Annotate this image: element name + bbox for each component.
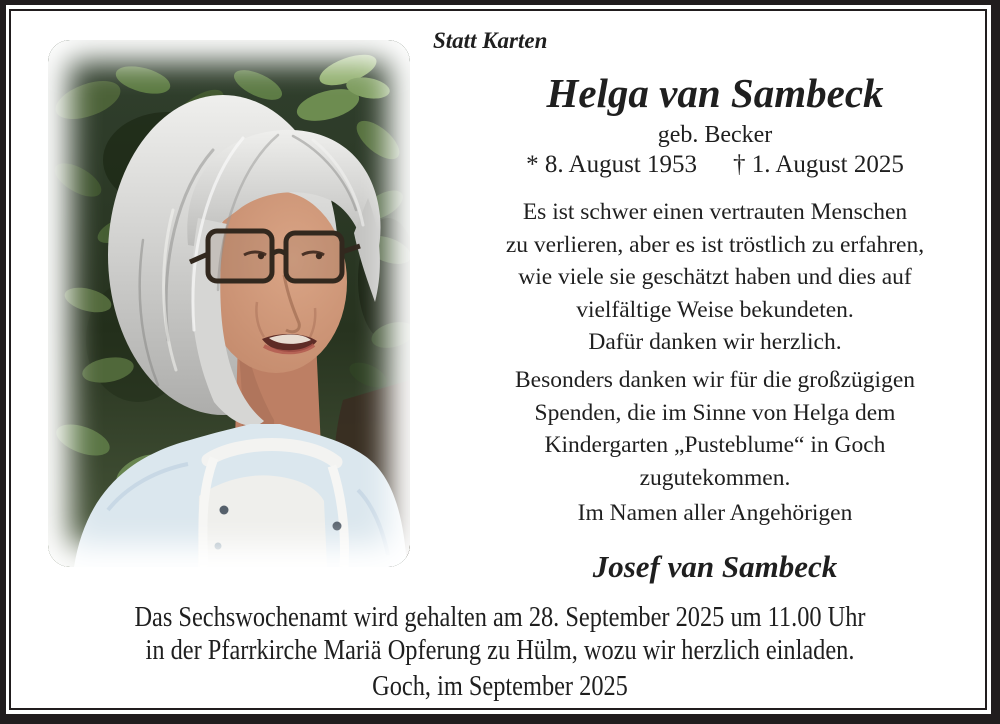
donation-line: Kindergarten „Pusteblume“ in Goch bbox=[544, 432, 886, 458]
service-line: Das Sechswochenamt wird gehalten am 28. September 2025 um 11.00 Uhr bbox=[134, 602, 866, 633]
maiden-name: geb. Becker bbox=[657, 122, 773, 148]
life-dates bbox=[455, 148, 975, 182]
thanks-line: Es ist schwer einen vertrauten Menschen bbox=[522, 199, 908, 225]
deceased-name: Helga van Sambeck bbox=[546, 70, 884, 116]
place-and-date: Goch, im September 2025 bbox=[372, 671, 628, 702]
donation-line: Besonders danken wir für die großzügigen bbox=[514, 367, 916, 393]
thanks-line: zu verlieren, aber es ist tröstlich zu erfahren, bbox=[505, 231, 925, 258]
pre-header: Statt Karten bbox=[433, 28, 548, 53]
death-date: † 1. August 2025 bbox=[733, 151, 904, 178]
service-announcement bbox=[91, 601, 909, 667]
photo-button bbox=[220, 506, 229, 515]
thanks-paragraph bbox=[455, 196, 975, 359]
signature: Josef van Sambeck bbox=[592, 549, 838, 584]
photo-button-loop bbox=[215, 543, 222, 550]
thanks-line: wie viele sie geschätzt haben und dies auf bbox=[518, 264, 912, 290]
portrait-photo bbox=[48, 40, 410, 567]
closing-line: Im Namen aller Angehörigen bbox=[577, 500, 853, 526]
service-line: in der Pfarrkirche Mariä Opferung zu Hülm, wozu wir herzlich einladen. bbox=[145, 635, 855, 666]
donation-paragraph bbox=[455, 364, 975, 494]
photo-button bbox=[333, 522, 342, 531]
donation-line: Spenden, die im Sinne von Helga dem bbox=[534, 399, 896, 426]
birth-date: * 8. August 1953 bbox=[526, 151, 697, 178]
portrait-photo-illustration bbox=[48, 40, 410, 567]
donation-line: zugutekommen. bbox=[639, 464, 791, 491]
thanks-line: vielfältige Weise bekundeten. bbox=[576, 296, 854, 323]
thanks-line: Dafür danken wir herzlich. bbox=[588, 329, 842, 355]
